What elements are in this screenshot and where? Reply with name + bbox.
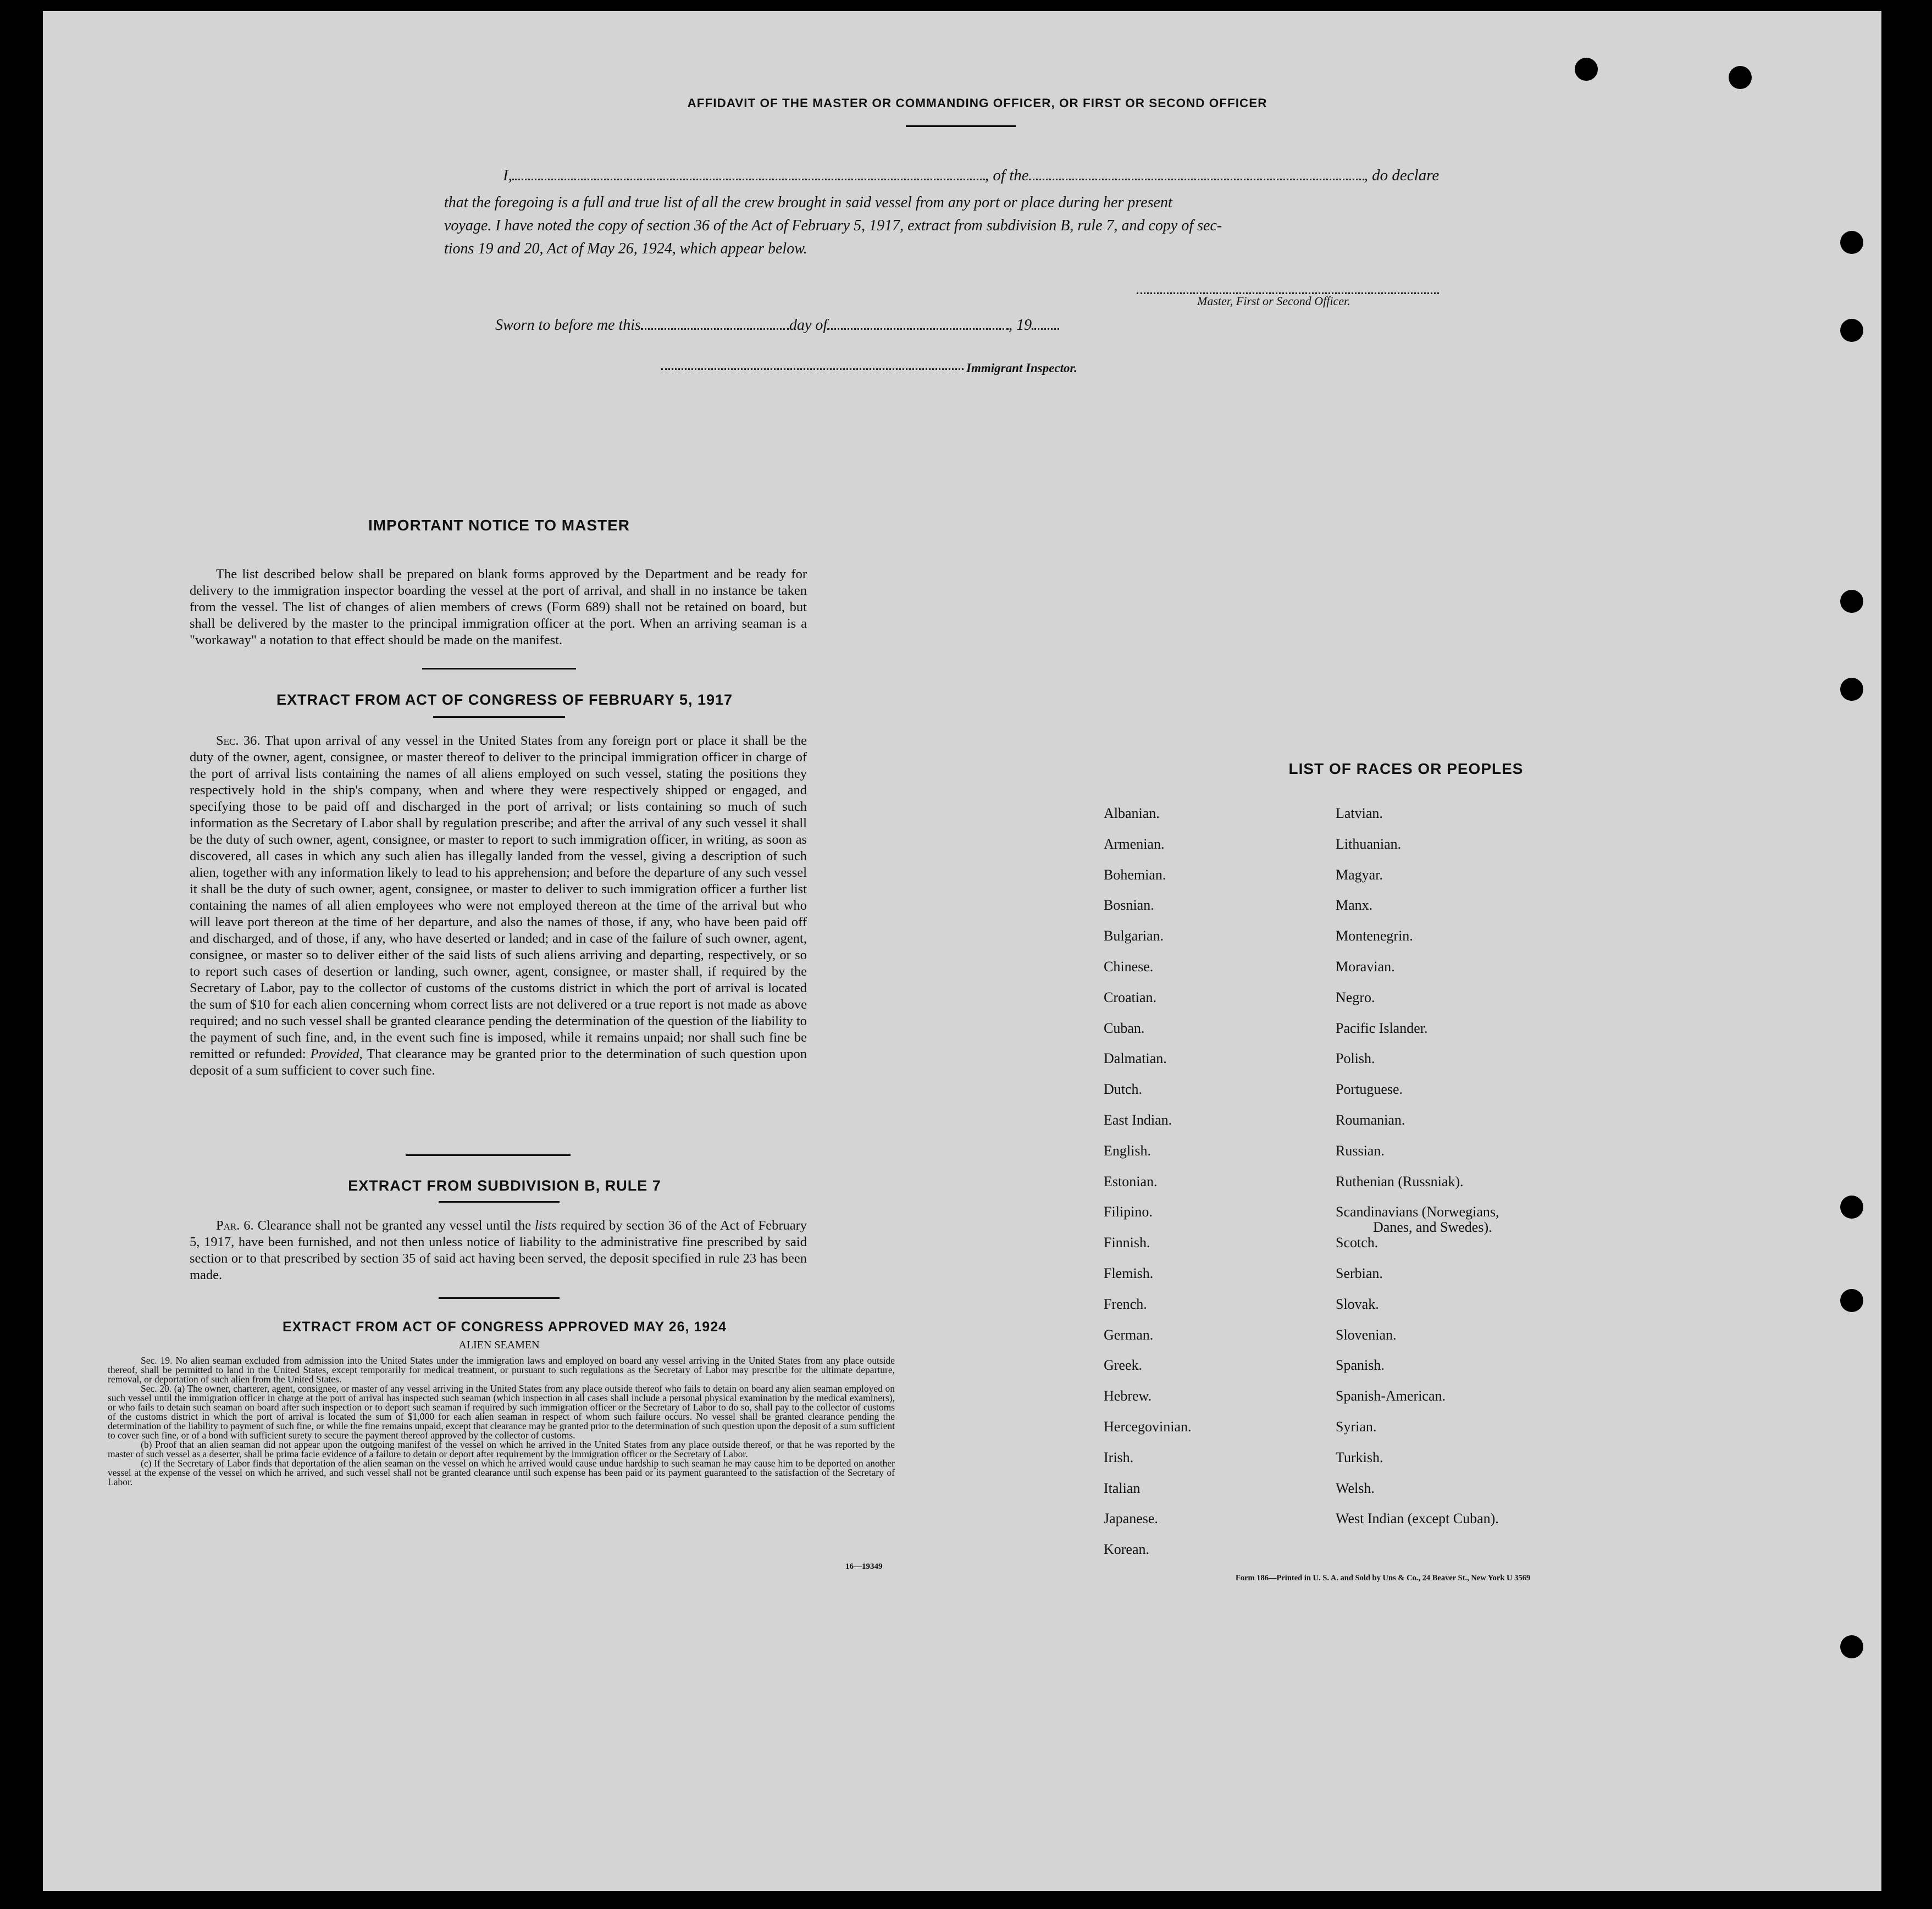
race-item: Slovak. <box>1336 1296 1379 1312</box>
par6-paragraph <box>190 1218 807 1283</box>
race-item: Albanian. <box>1104 805 1160 821</box>
race-item: East Indian. <box>1104 1112 1172 1128</box>
race-item: Spanish. <box>1336 1357 1385 1374</box>
affidavit-title: AFFIDAVIT OF THE MASTER OR COMMANDING OFFICER, OR FIRST OR SECOND OFFICER <box>687 96 1267 110</box>
race-item: Negro. <box>1336 989 1375 1005</box>
par6-text-a: Clearance shall not be granted any vessel until the <box>257 1218 532 1233</box>
race-item: Syrian. <box>1336 1419 1377 1435</box>
race-item: Lithuanian. <box>1336 835 1402 852</box>
race-item: Danes, and Swedes). <box>1373 1219 1492 1236</box>
race-item: Moravian. <box>1336 959 1395 975</box>
race-item: Russian. <box>1336 1142 1385 1159</box>
race-item: Roumanian. <box>1336 1112 1405 1128</box>
sec36-paragraph <box>190 733 807 1079</box>
sec19-paragraph: Sec. 19. No alien seaman excluded from admission into the United States under the immigration laws and employed on board any vessel arriving in the United States from any place outside thereof, shall be permitted to land in the United States, except temporarily for medical treatment, or pursuant to such regulations as the Secretary of Labor may prescribe for the ultimate departure, removal, or deportation of such alien from the United States. <box>108 1355 895 1385</box>
race-item: Bosnian. <box>1104 897 1154 914</box>
race-item: Scandinavians (Norwegians, <box>1336 1204 1499 1220</box>
section-divider <box>433 716 565 718</box>
race-item: Portuguese. <box>1336 1081 1403 1098</box>
punch-hole <box>1840 1289 1863 1312</box>
race-item: Scotch. <box>1336 1235 1379 1251</box>
inspector-label: Immigrant Inspector. <box>966 361 1077 375</box>
punch-hole <box>1840 1635 1863 1658</box>
par6-text-b: required by section 36 of the Act of February 5, 1917, have been furnished, and not then unless notice of liability to the administrative fine prescribed by said section or to that prescribed by section 35 of said act having been served, the deposit specified in rule 23 has been made. <box>190 1218 807 1282</box>
sworn-day-field[interactable] <box>641 316 789 330</box>
race-item: Hebrew. <box>1104 1388 1152 1404</box>
sec36-text: That upon arrival of any vessel in the United States from any foreign port or place it shall be the duty of the owner, agent, consignee, or master thereof to deliver to the principal immigration officer in charge of the port of arrival lists containing the names of all aliens employed on such vessel, stating the positions they respectively hold in the ship's company, when and where they were respectively shipped or engaged, and specifying those to be paid off and discharged in the port of arrival; or lists containing so much of such information as the Secretary of Labor shall by regulation prescribe; and after the arrival of any such vessel it shall be the duty of such owner, agent, consignee, or master to report to such immigration officer, in writing, as soon as discovered, all cases in which any such alien has illegally landed from the vessel, giving a description of such alien, together with any information likely to lead to his apprehension; and before the departure of any such vessel it shall be the duty of such owner, agent, consignee, or master to deliver to such immigration officer a further list containing the names of all alien employees who were not employed thereon at the time of the arrival but who will leave port thereon at the time of her departure, and also the names of those, if any, who have been paid off and discharged, and of those, if any, who have deserted or landed; and in case of the failure of such owner, agent, consignee, or master so to deliver either of the said lists of such aliens arriving and departing, respectively, or so to report such cases of desertion or landing, such owner, agent, consignee, or master shall, if required by the Secretary of Labor, pay to the collector of customs of the customs district in which the port of arrival is located the sum of $10 for each alien concerning whom correct lists are not delivered or a true report is not made as above required; and no such vessel shall be granted clearance pending the determination of the question of the liability to the payment of such fine, and, in the event such fine is imposed, while it remains unpaid; nor shall such fine be remitted or refunded: <box>190 733 807 1061</box>
extract-1917-text <box>190 733 807 1079</box>
race-item: Japanese. <box>1104 1510 1158 1527</box>
declaration-body-line: voyage. I have noted the copy of section 36 of the Act of February 5, 1917, extract from subdivision B, rule 7, and copy of sec- <box>444 217 1222 234</box>
race-item: Bulgarian. <box>1104 928 1164 944</box>
race-item: German. <box>1104 1326 1154 1343</box>
race-item: Magyar. <box>1336 866 1383 883</box>
race-item: Filipino. <box>1104 1204 1153 1220</box>
punch-hole <box>1729 66 1752 89</box>
section-divider <box>439 1297 560 1299</box>
notice-paragraph: The list described below shall be prepared on blank forms approved by the Department and be ready for delivery to the immigration inspector boarding the vessel at the port of arrival, and shall in no instance be taken from the vessel. The list of changes of alien members of crews (Form 689) shall not be retained on board, but shall be delivered by the master to the principal immigration officer at the port. When an arriving seaman is a "workaway" a notation to that effect should be made on the manifest. <box>190 567 807 648</box>
race-item: Montenegrin. <box>1336 928 1413 944</box>
race-item: Armenian. <box>1104 835 1165 852</box>
race-item: Polish. <box>1336 1050 1375 1067</box>
race-item: Manx. <box>1336 897 1373 914</box>
proviso-label: Provided, <box>310 1047 363 1061</box>
master-signature-field[interactable] <box>1137 280 1439 294</box>
notice-title: IMPORTANT NOTICE TO MASTER <box>368 517 630 534</box>
races-title: LIST OF RACES OR PEOPLES <box>1288 760 1524 777</box>
punch-hole <box>1840 1196 1863 1219</box>
punch-hole <box>1575 58 1598 81</box>
sec20b-paragraph: (b) Proof that an alien seaman did not appear upon the outgoing manifest of the vessel on which he arrived in the United States from any place outside thereof, or that he was reported by the master of such vessel as a deserter, shall be prima facie evidence of a failure to detain or deport after requirement by the immigration officer or the Secretary of Labor. <box>108 1439 895 1459</box>
form-code: 16—19349 <box>845 1562 883 1571</box>
race-item: West Indian (except Cuban). <box>1336 1510 1499 1527</box>
lists-word: lists <box>535 1218 557 1233</box>
sec20c-paragraph: (c) If the Secretary of Labor finds that deportation of the alien seaman on the vessel on which he arrived would cause undue hardship to such seaman he may cause him to be deported on another vessel at the expense of the vessel on which he arrived, and such vessel shall not be granted clearance until such expense has been paid or its payment guaranteed to the satisfaction of the Secretary of Labor. <box>108 1458 895 1487</box>
day-of-label: day of <box>789 317 828 334</box>
vessel-field[interactable] <box>1029 167 1364 180</box>
extract-rule7-text <box>190 1218 807 1283</box>
race-item: Croatian. <box>1104 989 1157 1005</box>
title-underline <box>906 125 1016 127</box>
race-item: French. <box>1104 1296 1147 1312</box>
race-item: Flemish. <box>1104 1265 1154 1281</box>
race-item: Bohemian. <box>1104 866 1166 883</box>
race-item: Chinese. <box>1104 959 1154 975</box>
declaration-body <box>444 191 1521 261</box>
section-divider <box>406 1154 571 1156</box>
declaration-line <box>503 167 1520 185</box>
declaration-body-line: that the foregoing is a full and true list of all the crew brought in said vessel from any port or place during her present <box>444 194 1172 211</box>
race-item: Dutch. <box>1104 1081 1143 1098</box>
proviso-text: That clearance may be granted prior to the determination of such question upon deposit of a sum sufficient to cover such fine. <box>190 1047 807 1078</box>
extract-rule7-title: EXTRACT FROM SUBDIVISION B, RULE 7 <box>348 1177 661 1194</box>
sec20a-paragraph: Sec. 20. (a) The owner, charterer, agent, consignee, or master of any vessel arriving in the United States from any place outside thereof who fails to detain on board any alien seaman employed on such vessel until the immigration officer in charge at the port of arrival has inspected such seaman (which inspection in all cases shall include a personal physical examination by the medical examiners), or who fails to detain such seaman on board after such inspection or to deport such seaman if required by such immigration officer or the Secretary of Labor to do so, shall pay to the collector of customs of the customs district in which the port of arrival is located the sum of $1,000 for each alien seaman in respect of whom such failure occurs. No vessel shall be granted clearance pending the determination of the liability to payment of such fine, or while the fine remains unpaid, except that clearance may be granted prior to the determination of such question upon the deposit of a sum sufficient to cover such fine, or of a bond with sufficient surety to secure the payment thereof approved by the collector of customs. <box>108 1383 895 1441</box>
sworn-year-field[interactable] <box>1032 316 1059 330</box>
race-item: Cuban. <box>1104 1020 1145 1036</box>
do-declare-label: , do declare <box>1364 167 1440 184</box>
race-item: Serbian. <box>1336 1265 1383 1281</box>
race-item: Ruthenian (Russniak). <box>1336 1173 1464 1189</box>
punch-hole <box>1840 319 1863 342</box>
year-label: , 19 <box>1009 317 1032 334</box>
extract-1924-text <box>108 1356 895 1487</box>
extract-1917-title: EXTRACT FROM ACT OF CONGRESS OF FEBRUARY 5, 1917 <box>276 691 733 708</box>
punch-hole <box>1840 590 1863 613</box>
race-item: Finnish. <box>1104 1235 1150 1251</box>
master-signature-label: Master, First or Second Officer. <box>1197 294 1350 308</box>
race-item: Turkish. <box>1336 1449 1383 1465</box>
of-the-label: , of the <box>984 167 1029 184</box>
race-item: English. <box>1104 1142 1151 1159</box>
sec36-label: Sec. 36. <box>216 733 261 748</box>
race-item: Spanish-American. <box>1336 1388 1446 1404</box>
par6-label: Par. 6. <box>216 1218 254 1233</box>
name-field[interactable] <box>512 167 985 180</box>
race-item: Pacific Islander. <box>1336 1020 1428 1036</box>
race-item: Greek. <box>1104 1357 1143 1374</box>
race-item: Hercegovinian. <box>1104 1419 1192 1435</box>
extract-1924-title: EXTRACT FROM ACT OF CONGRESS APPROVED MAY 26, 1924 <box>282 1319 727 1335</box>
sworn-label: Sworn to before me this <box>495 317 641 334</box>
declaration-body-line: tions 19 and 20, Act of May 26, 1924, which appear below. <box>444 240 807 257</box>
race-item: Slovenian. <box>1336 1326 1397 1343</box>
sworn-month-field[interactable] <box>827 316 1009 330</box>
race-item: Italian <box>1104 1480 1141 1496</box>
form-sheet <box>43 11 1881 1891</box>
race-item: Welsh. <box>1336 1480 1375 1496</box>
printer-imprint: Form 186—Printed in U. S. A. and Sold by Uns & Co., 24 Beaver St., New York U 3569 <box>1236 1574 1531 1582</box>
i-label: I, <box>503 167 512 184</box>
section-divider <box>422 668 576 669</box>
notice-text <box>190 566 807 649</box>
punch-hole <box>1840 231 1863 254</box>
alien-seamen-subtitle: ALIEN SEAMEN <box>458 1339 540 1351</box>
punch-hole <box>1840 678 1863 701</box>
sworn-line <box>495 316 1059 334</box>
inspector-signature-field[interactable] <box>661 356 964 370</box>
race-item: Irish. <box>1104 1449 1134 1465</box>
race-item: Korean. <box>1104 1541 1150 1558</box>
race-item: Dalmatian. <box>1104 1050 1167 1067</box>
race-item: Estonian. <box>1104 1173 1158 1189</box>
section-divider <box>439 1201 560 1203</box>
race-item: Latvian. <box>1336 805 1383 821</box>
